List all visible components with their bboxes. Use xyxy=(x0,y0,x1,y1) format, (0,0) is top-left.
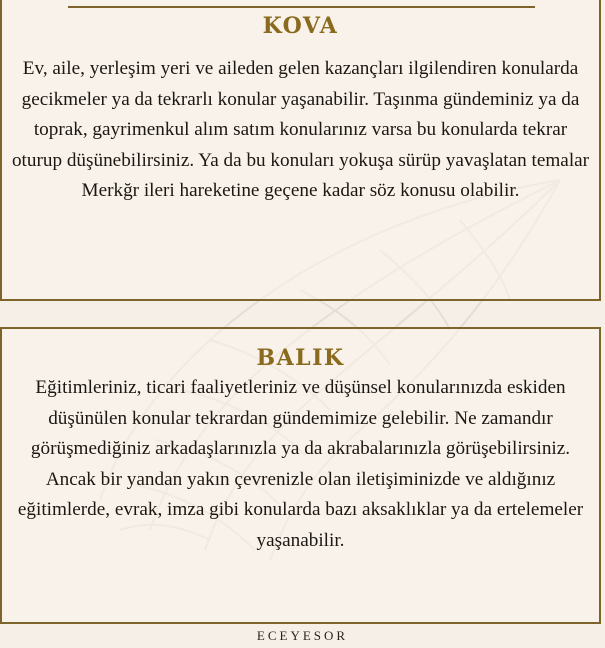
kova-text: Ev, aile, yerleşim yeri ve aileden gelen kazançları ilgilendiren konularda gecikmeler ya da tekrarlı konular yaşanabilir. Taşınma gündeminiz ya da toprak, gayrimenkul alım satım konularınız varsa bu konularda tekrar oturup düşünebilirsiniz. Ya da bu konuları yokuşa sürüp yavaşlatan temalar Merkğr ileri hareketine geçene kadar söz konusu olabilir. xyxy=(11,58,590,202)
kova-card xyxy=(0,0,601,301)
title-divider xyxy=(68,6,535,8)
balik-card xyxy=(0,327,601,624)
brand-signature: ECEYESOR xyxy=(256,628,349,643)
balik-text: Eğitimleriniz, ticari faaliyetleriniz ve düşünsel konularınızda eskiden düşünülen konular tekrardan gündemimize gelebilir. Ne zamandır görüşmediğiniz arkadaşlarınızla ya da akrabalarınızla görüşebilirsiniz. Ancak bir yandan yakın çevrenizle olan iletişiminizde ve aldığınız eğitimlerde, evrak, imza gibi konularda bazı aksaklıklar ya da ertelemeler yaşanabilir. xyxy=(17,377,584,551)
balik-title: BALIK xyxy=(256,345,345,371)
kova-title: KOVA xyxy=(262,13,339,39)
